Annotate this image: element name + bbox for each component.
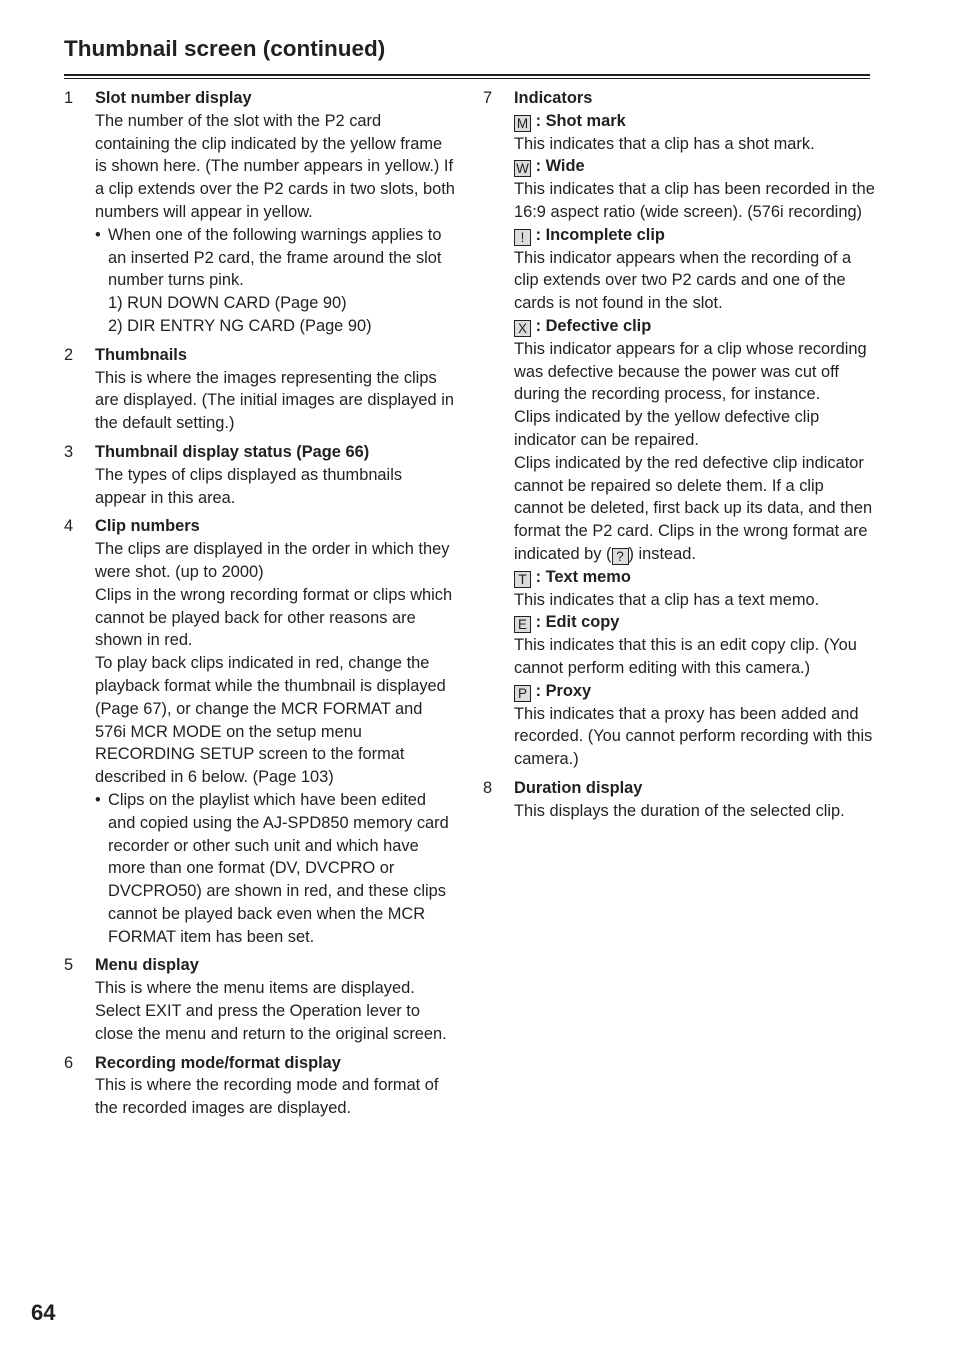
wrong-format-icon: ? xyxy=(612,548,629,565)
indicator-description: This indicates that a proxy has been added and recorded. (You cannot perform recording with this camera.) xyxy=(514,704,873,769)
page-number: 64 xyxy=(31,1300,56,1325)
indicator-description: This indicator appears for a clip whose recording was defective because the power was cut off during the recording process, for instance. xyxy=(514,339,867,404)
indicator-label: : Proxy xyxy=(535,681,592,700)
item-number: 4 xyxy=(64,517,74,536)
item-menu-display xyxy=(64,954,456,1045)
right-column xyxy=(483,87,875,829)
title-rule-thin xyxy=(64,78,870,79)
item-body: The clips are displayed in the order in which they were shot. (up to 2000) xyxy=(95,540,450,581)
item-recording-mode-format-display xyxy=(64,1052,456,1120)
item-number: 8 xyxy=(483,778,493,797)
item-thumbnail-display-status xyxy=(64,441,456,509)
item-number: 3 xyxy=(64,442,74,461)
bullet-item xyxy=(95,224,456,292)
indicator-description: This indicates that a clip has a text memo. xyxy=(514,590,820,609)
item-body: This is where the menu items are displayed. Select EXIT and press the Operation lever to close the menu and return to the original screen. xyxy=(95,979,447,1043)
proxy-icon: P xyxy=(514,685,531,702)
item-heading: Thumbnail display status (Page 66) xyxy=(95,442,370,461)
description-text: Clips indicated by the red defective clip indicator cannot be repaired so delete them. If a clip cannot be deleted, first back up its data, and then format the P2 card. Clips in the wrong format are indicated by ( xyxy=(514,453,873,563)
bullet-item xyxy=(95,789,456,949)
indicator-description: This indicates that this is an edit copy clip. (You cannot perform editing with this camera.) xyxy=(514,636,857,677)
shot-mark-icon: M xyxy=(514,115,531,132)
item-number: 1 xyxy=(64,89,74,107)
item-heading: Menu display xyxy=(95,956,199,975)
item-heading: Recording mode/format display xyxy=(95,1053,341,1072)
text-memo-icon: T xyxy=(514,571,531,588)
indicator-description: Clips indicated by the yellow defective clip indicator can be repaired. xyxy=(514,408,820,449)
warning-line: 1) RUN DOWN CARD (Page 90) xyxy=(108,294,347,313)
bullet-icon: • xyxy=(95,225,101,244)
indicator-description: This indicates that a clip has a shot mark. xyxy=(514,134,815,153)
item-duration-display xyxy=(483,777,875,823)
indicator-label: : Text memo xyxy=(535,567,631,586)
indicator-description: This indicator appears when the recording of a clip extends over two P2 cards and one of the cards is not found in the slot. xyxy=(514,248,852,313)
indicator-shot-mark xyxy=(514,110,875,133)
item-clip-numbers xyxy=(64,515,456,948)
item-number: 5 xyxy=(64,956,74,975)
item-heading: Indicators xyxy=(514,89,593,107)
indicator-label: : Incomplete clip xyxy=(535,225,665,244)
indicator-defective-clip xyxy=(514,315,875,338)
indicator-text-memo xyxy=(514,566,875,589)
indicator-description: This indicates that a clip has been recorded in the 16:9 aspect ratio (wide screen). (576i recording) xyxy=(514,180,875,221)
item-heading: Clip numbers xyxy=(95,517,200,536)
item-heading: Thumbnails xyxy=(95,345,187,364)
item-body: This is where the recording mode and format of the recorded images are displayed. xyxy=(95,1076,439,1118)
indicator-description xyxy=(514,452,875,566)
item-body: The number of the slot with the P2 card containing the clip indicated by the yellow frame is shown here. (The number appears in yellow.) If a clip extends over the P2 cards in two slots, both numbers will appear in yellow. xyxy=(95,111,455,221)
left-column xyxy=(64,87,456,1126)
item-body: Clips in the wrong recording format or clips which cannot be played back for other reasons are shown in red. xyxy=(95,585,453,650)
item-slot-number-display xyxy=(64,87,456,338)
indicator-label: : Edit copy xyxy=(535,613,620,632)
indicator-incomplete-clip xyxy=(514,224,875,247)
item-heading: Slot number display xyxy=(95,89,252,107)
item-body: This is where the images representing the clips are displayed. (The initial images are displayed in the default setting.) xyxy=(95,368,454,433)
bullet-text: Clips on the playlist which have been edited and copied using the AJ-SPD850 memory card recorder or other such unit and which have more than one format (DV, DVCPRO or DVCPRO50) are shown in red, and these clips cannot be played back even when the MCR FORMAT item has been set. xyxy=(108,790,449,946)
incomplete-clip-icon: ! xyxy=(514,229,531,246)
item-indicators xyxy=(483,87,875,771)
bullet-text: When one of the following warnings applies to an inserted P2 card, the frame around the slot number turns pink. xyxy=(108,225,442,290)
description-text: ) instead. xyxy=(628,544,696,563)
item-number: 7 xyxy=(483,89,493,107)
item-number: 2 xyxy=(64,345,74,364)
wide-icon: W xyxy=(514,160,531,177)
item-number: 6 xyxy=(64,1053,74,1072)
item-thumbnails xyxy=(64,344,456,435)
item-body: This displays the duration of the selected clip. xyxy=(514,801,845,820)
indicator-wide xyxy=(514,155,875,178)
title-rule-thick xyxy=(64,74,870,76)
item-body: To play back clips indicated in red, change the playback format while the thumbnail is displayed (Page 67), or change the MCR FORMAT and 576i MCR MODE on the setup menu RECORDING SETUP screen to the format described in 6 below. (Page 103) xyxy=(95,654,446,787)
item-heading: Duration display xyxy=(514,778,643,797)
edit-copy-icon: E xyxy=(514,616,531,633)
defective-clip-icon: X xyxy=(514,320,531,337)
bullet-icon: • xyxy=(95,790,101,809)
indicator-label: : Defective clip xyxy=(535,316,652,335)
indicator-label: : Shot mark xyxy=(535,111,626,130)
warning-line: 2) DIR ENTRY NG CARD (Page 90) xyxy=(108,316,372,335)
indicator-label: : Wide xyxy=(535,157,585,176)
page-title: Thumbnail screen (continued) xyxy=(64,36,386,61)
item-body: The types of clips displayed as thumbnails appear in this area. xyxy=(95,465,403,507)
indicator-edit-copy xyxy=(514,611,875,634)
indicator-proxy xyxy=(514,680,875,703)
